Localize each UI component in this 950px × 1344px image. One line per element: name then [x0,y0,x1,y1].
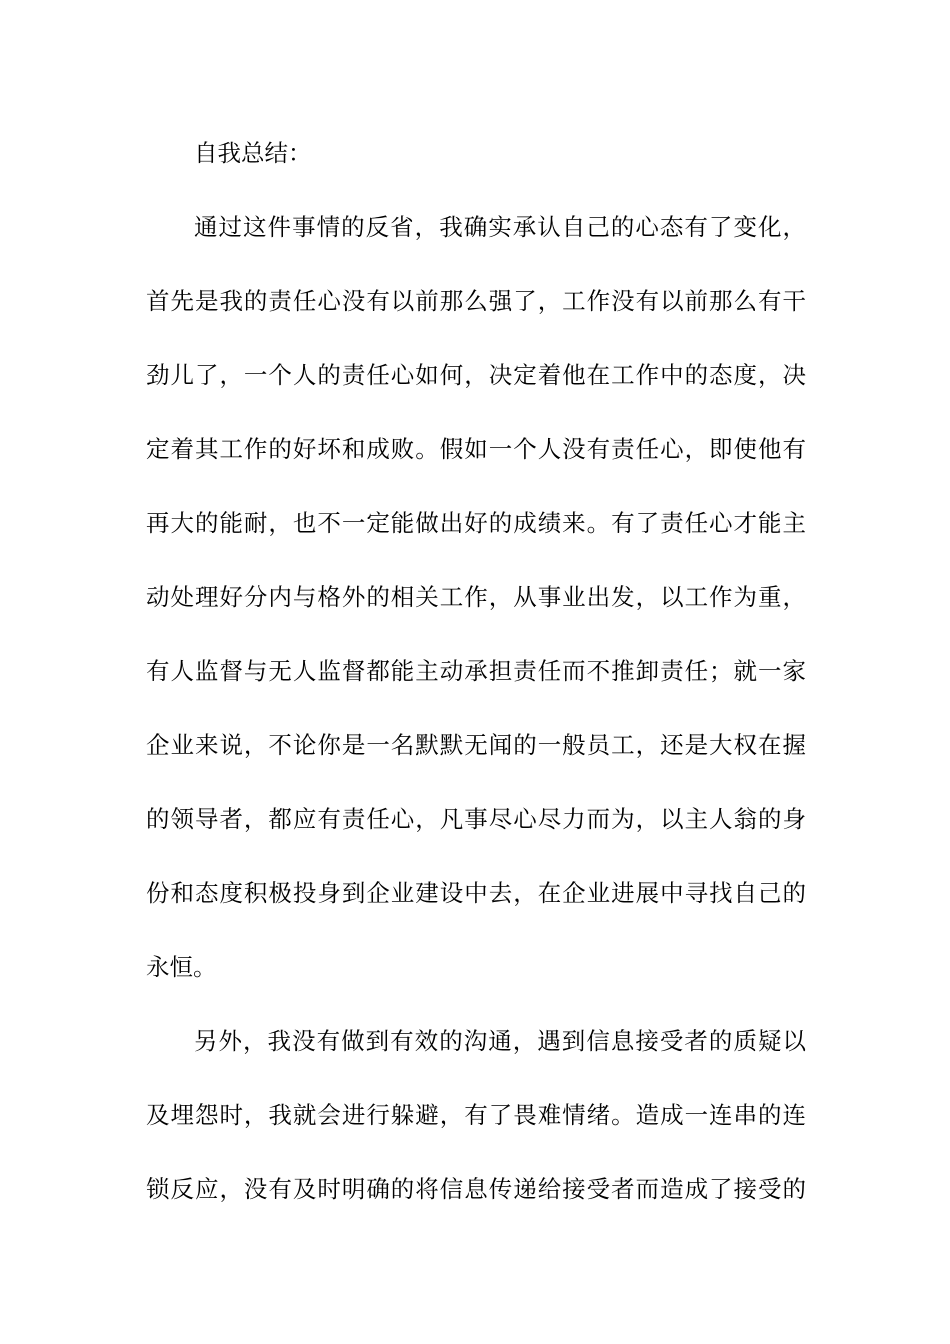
paragraph-line: 企业来说，不论你是一名默默无闻的一般员工，还是大权在握 [146,731,806,759]
paragraph-line: 锁反应，没有及时明确的将信息传递给接受者而造成了接受的 [146,1175,806,1203]
paragraph-line: 动处理好分内与格外的相关工作，从事业出发，以工作为重， [146,583,806,611]
paragraph-line: 首先是我的责任心没有以前那么强了，工作没有以前那么有干 [146,287,806,315]
paragraph-line: 有人监督与无人监督都能主动承担责任而不推卸责任；就一家 [146,657,806,685]
paragraph-line: 份和态度积极投身到企业建设中去，在企业进展中寻找自己的 [146,879,806,907]
paragraph-line: 再大的能耐，也不一定能做出好的成绩来。有了责任心才能主 [146,509,806,537]
paragraph-line: 的领导者，都应有责任心，凡事尽心尽力而为，以主人翁的身 [146,805,806,833]
paragraph-line: 通过这件事情的反省，我确实承认自己的心态有了变化， [194,213,806,241]
paragraph-line: 劲儿了，一个人的责任心如何，决定着他在工作中的态度，决 [146,361,806,389]
paragraph-line: 永恒。 [146,953,217,981]
paragraph-line: 另外，我没有做到有效的沟通，遇到信息接受者的质疑以 [194,1027,806,1055]
heading: 自我总结： [194,139,312,167]
paragraph-line: 及埋怨时，我就会进行躲避，有了畏难情绪。造成一连串的连 [146,1101,806,1129]
paragraph-line: 定着其工作的好坏和成败。假如一个人没有责任心，即使他有 [146,435,806,463]
